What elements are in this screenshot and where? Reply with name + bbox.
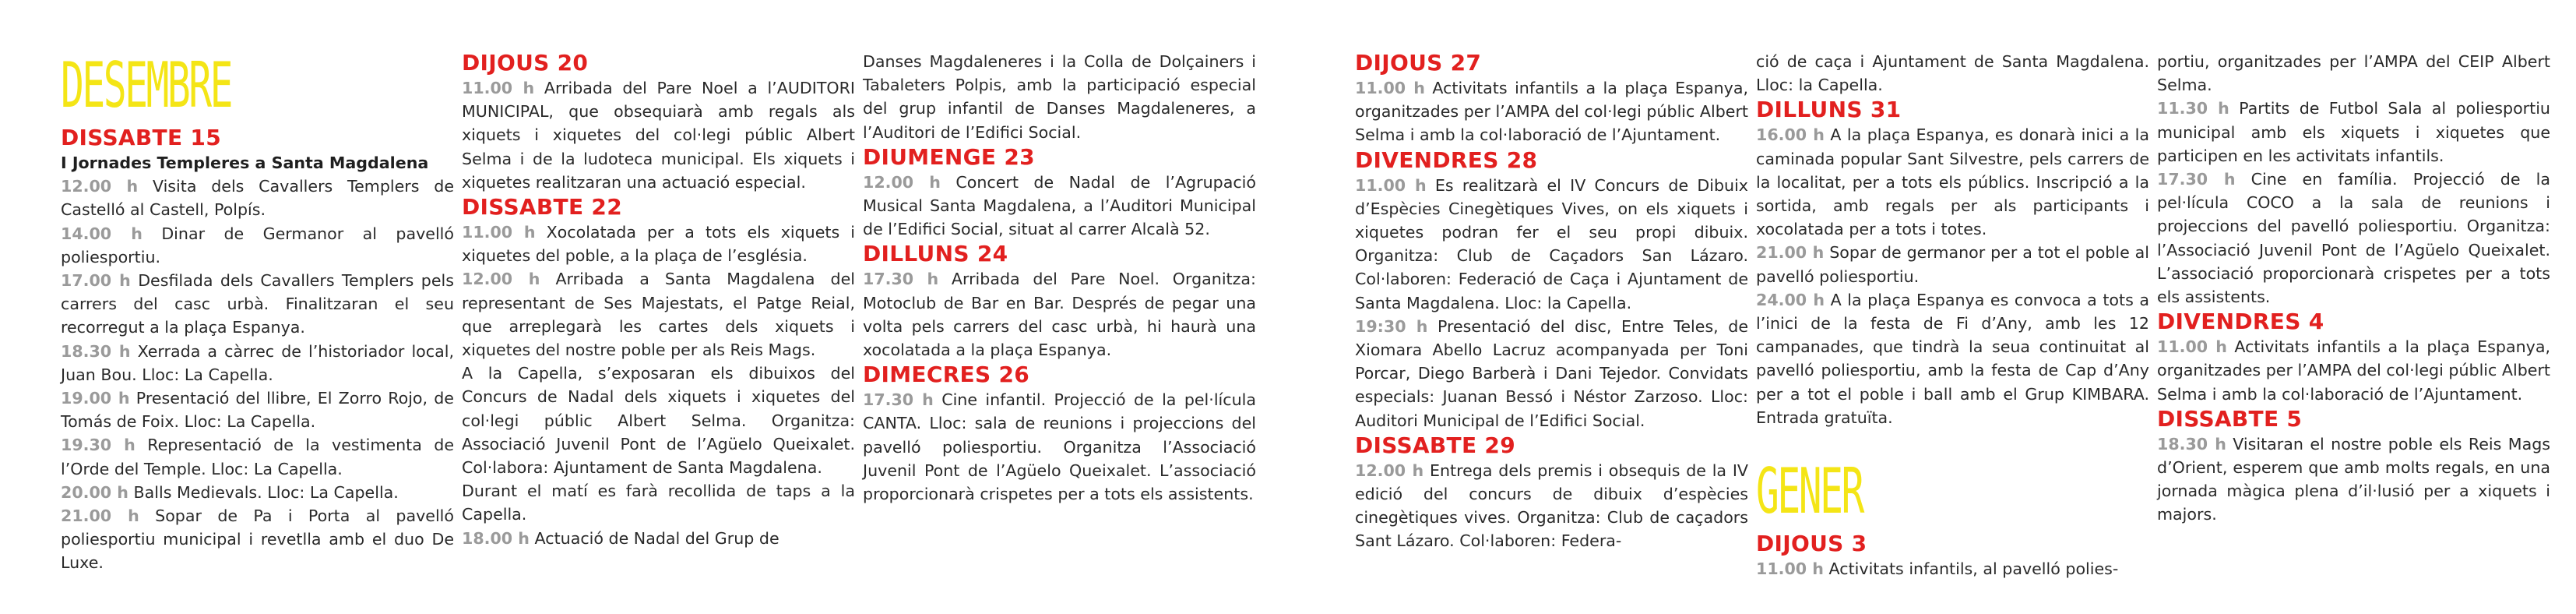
event-time: 20.00 h [61, 482, 128, 502]
event-entry [61, 175, 454, 221]
event-entry [1355, 174, 1748, 315]
day-heading: DISSABTE 29 [1355, 432, 1515, 458]
day-heading: DIVENDRES 4 [2157, 309, 2324, 335]
event-description: Durant el matí es farà recollida de taps a la Capella. [462, 482, 855, 524]
event-entry [462, 527, 855, 550]
event-entry [1756, 50, 2149, 97]
event-entry [2157, 50, 2550, 97]
event-description: Representació de la vestimenta de l’Orde del Temple. Lloc: La Capella. [61, 436, 454, 478]
event-entry [1756, 557, 2149, 580]
event-time: 12.00 h [462, 270, 540, 289]
column-5 [1756, 50, 2149, 580]
spacer [1756, 429, 2149, 456]
event-entry [61, 340, 454, 386]
event-description: Danses Magdaleneres i la Colla de Dolçainers i Tabaleters Polpis, amb la participació especial del grup infantil de Danses Magdaleneres, a l’Auditori de l’Edifici Social. [863, 52, 1256, 142]
event-time: 14.00 h [61, 224, 143, 243]
event-description: Visita dels Cavallers Templers de Castelló al Castell, Polpís. [61, 177, 454, 220]
event-entry [2157, 168, 2550, 309]
event-entry [462, 479, 855, 526]
event-time: 11.00 h [1756, 559, 1824, 579]
event-entry [462, 221, 855, 267]
event-entry [1355, 315, 1748, 432]
event-entry [61, 386, 454, 433]
event-time: 17.30 h [863, 270, 939, 289]
event-time: 11.00 h [462, 79, 535, 97]
event-entry [61, 481, 454, 504]
event-series-title: I Jornades Templeres a Santa Magdalena [61, 154, 429, 172]
event-time: 11.30 h [2157, 99, 2229, 118]
day-heading: DIJOUS 20 [462, 50, 589, 76]
event-description: Xocolatada per a tots els xiquets i xiquetes del poble, a la plaça de l’església. [462, 223, 855, 266]
event-time: 18.30 h [61, 341, 131, 361]
event-description: Sopar de Pa i Porta al pavelló poliesportiu municipal i revetlla amb el duo De Luxe. [61, 506, 455, 573]
event-entry [61, 269, 454, 340]
month-heading: GENER [1756, 455, 1863, 528]
event-description: Partits de Futbol Sala al poliesportiu municipal amb els xiquets i xiquetes que participen en les activitats infantils. [2157, 99, 2550, 165]
event-time: 19.30 h [61, 436, 135, 455]
day-heading: DIMECRES 26 [863, 362, 1030, 388]
event-time: 18.00 h [462, 528, 530, 548]
event-description: Cine infantil. Projecció de la pel·lícula CANTA. Lloc: sala de reunions i projeccions del pavelló poliesportiu. Organitza l’Associació Juvenil Pont de l’Agüelo Queixalet. L’associació proporcionarà crispetes per a tots els assistents. [863, 390, 1256, 504]
event-description: A la plaça Espanya, es donarà inici a la caminada popular Sant Silvestre, pels carrers de la localitat, per a tots els públics. Inscripció a la sortida, amb regals per als participants i xocolatada per a tots i totes. [1756, 125, 2149, 239]
event-entry [61, 433, 454, 480]
event-entry [2157, 335, 2550, 406]
event-entry [1355, 76, 1748, 147]
event-description: Presentació del disc, Entre Teles, de Xiomara Abello Lacruz acompanyada per Toni Porcar, Diego Barberà i Dani Tejedor. Convidats especials: Juanan Bessó i Néstor Zarzoso. Lloc: Auditori Municipal de l’Edifici Social. [1355, 316, 1749, 430]
event-time: 17.30 h [863, 390, 934, 410]
day-heading: DIUMENGE 23 [863, 143, 1035, 170]
event-description: Arribada a Santa Magdalena del representant de Ses Majestats, el Patge Reial, que arreplegarà les cartes dels xiquets i xiquetes del nostre poble per als Reis Mags. [462, 270, 855, 360]
event-time: 11.00 h [1355, 175, 1427, 195]
event-time: 12.00 h [863, 172, 941, 192]
event-time: 11.00 h [1355, 79, 1425, 97]
day-heading: DILLUNS 24 [863, 241, 1008, 267]
event-entry [61, 504, 454, 575]
event-time: 17.00 h [61, 271, 131, 291]
event-entry [1756, 123, 2149, 241]
column-1 [61, 50, 454, 575]
event-entry [863, 171, 1256, 242]
day-heading: DISSABTE 5 [2157, 405, 2303, 432]
event-description: A la plaça Espanya es convoca a tots a l’inici de la festa de Fi d’Any, amb les 12 campanades, que tindrà la seua continuitat al pavelló poliesportiu, amb la festa de Cap d’Any per a tot el poble i ball amb el Grup KIMBARA. Entrada gratuïta. [1756, 290, 2149, 427]
event-entry [863, 267, 1256, 362]
day-heading: DILLUNS 31 [1756, 97, 1902, 123]
event-description: Activitats infantils, al pavelló polies- [1828, 559, 2119, 579]
column-3 [863, 50, 1256, 506]
event-description: Dinar de Germanor al pavelló poliesportiu. [61, 224, 454, 266]
event-entry [1355, 459, 1748, 553]
column-2 [462, 50, 855, 550]
event-time: 19:30 h [1355, 316, 1428, 336]
event-entry [1756, 241, 2149, 288]
event-time: 19.00 h [61, 389, 130, 408]
event-time: 11.00 h [462, 223, 536, 242]
event-entry [462, 76, 855, 194]
event-description: ció de caça i Ajuntament de Santa Magdalena. Lloc: la Capella. [1756, 52, 2149, 95]
event-description: Cine en família. Projecció de la pel·lícula COCO a la sala de reunions i projeccions del pavelló poliesportiu. Organitza: l’Associació Juvenil Pont de l’Agüelo Queixalet. L’associació proporcionarà crispetes per a tots els assistents. [2157, 170, 2550, 307]
column-6 [2157, 50, 2550, 527]
event-description: Presentació del llibre, El Zorro Rojo, de Tomás de Foix. Lloc: La Capella. [61, 389, 454, 432]
event-description: Entrega dels premis i obsequis de la IV edició del concurs de dibuix d’espècies cinegètiques vives. Organitza: Club de caçadors Sant Lázaro. Col·laboren: Federa- [1355, 460, 1748, 551]
event-time: 21.00 h [1756, 243, 1825, 263]
event-entry [61, 222, 454, 269]
event-time: 16.00 h [1756, 125, 1825, 145]
event-entry [2157, 97, 2550, 168]
day-heading: DIVENDRES 28 [1355, 146, 1538, 173]
event-entry [462, 267, 855, 362]
event-entry [1756, 288, 2149, 429]
event-description: Activitats infantils a la plaça Espanya, organitzades per l’AMPA del col·legi públic Albert Selma i amb la col·laboració de l’Ajuntament. [1355, 79, 1748, 145]
event-entry [863, 388, 1256, 506]
event-time: 17.30 h [2157, 170, 2236, 189]
event-time: 21.00 h [61, 506, 139, 526]
event-description: portiu, organitzades per l’AMPA del CEIP Albert Selma. [2157, 52, 2550, 95]
day-heading: DIJOUS 3 [1756, 531, 1867, 557]
event-time: 18.30 h [2157, 434, 2226, 453]
event-description: A la Capella, s’exposaran els dibuixos del Concurs de Nadal dels xiquets i xiquetes del col·legi públic Albert Selma. Organitza: Associació Juvenil Pont de l’Agüelo Queixalet. Col·labora: Ajuntament de Santa Magdalena. [462, 364, 855, 478]
day-heading: DISSABTE 22 [462, 194, 622, 221]
event-description: Activitats infantils a la plaça Espanya, organitzades per l’AMPA del col·legi públic Albert Selma i amb la col·laboració de l’Ajuntament. [2157, 337, 2550, 404]
day-heading: DIJOUS 27 [1355, 50, 1482, 76]
event-entry [2157, 432, 2550, 527]
column-4 [1355, 50, 1748, 553]
event-description: Actuació de Nadal del Grup de [534, 528, 779, 548]
event-description: Arribada del Pare Noel. Organitza: Motoclub de Bar en Bar. Després de pegar una volta pels carrers del casc urbà, hi haurà una xocolatada a la plaça Espanya. [863, 270, 1256, 360]
event-entry [863, 50, 1256, 144]
day-heading: DISSABTE 15 [61, 125, 221, 150]
event-description: Desfilada dels Cavallers Templers pels carrers del casc urbà. Finalitzaran el seu recorregut a la plaça Espanya. [61, 271, 454, 337]
event-description: Concert de Nadal de l’Agrupació Musical Santa Magdalena, a l’Auditori Municipal de l’Edifici Social, situat al carrer Alcalà 52. [863, 172, 1256, 239]
event-description: Sopar de germanor per a tot el poble al pavelló poliesportiu. [1756, 243, 2149, 286]
event-description: Es realitzarà el IV Concurs de Dibuix d’Espècies Cinegètiques Vives, on els xiquets i xiquetes podran fer el seu propi dibuix. Organitza: Club de Caçadors San Lázaro. Col·laboren: Federació de Caça i Ajuntament de Santa Magdalena. Lloc: la Capella. [1355, 175, 1748, 312]
event-description: Arribada del Pare Noel a l’AUDITORI MUNICIPAL, que obsequiarà amb regals als xiquets i xiquetes del col·legi públic Albert Selma i de la ludoteca municipal. Els xiquets i xiquetes realitzaran una actuació especial. [462, 79, 855, 192]
event-description: Balls Medievals. Lloc: La Capella. [133, 482, 399, 502]
event-time: 11.00 h [2157, 337, 2227, 357]
event-description: Visitaran el nostre poble els Reis Mags d’Orient, esperem que amb molts regals, en una jornada màgica plena d’il·lusió per a xiquets i majors. [2157, 434, 2550, 524]
event-entry [462, 362, 855, 479]
event-time: 24.00 h [1756, 290, 1825, 309]
event-description: Xerrada a càrrec de l’historiador local, Juan Bou. Lloc: La Capella. [61, 341, 454, 384]
event-time: 12.00 h [1355, 460, 1424, 480]
event-time: 12.00 h [61, 177, 139, 196]
month-heading: DESEMBRE [61, 49, 232, 122]
